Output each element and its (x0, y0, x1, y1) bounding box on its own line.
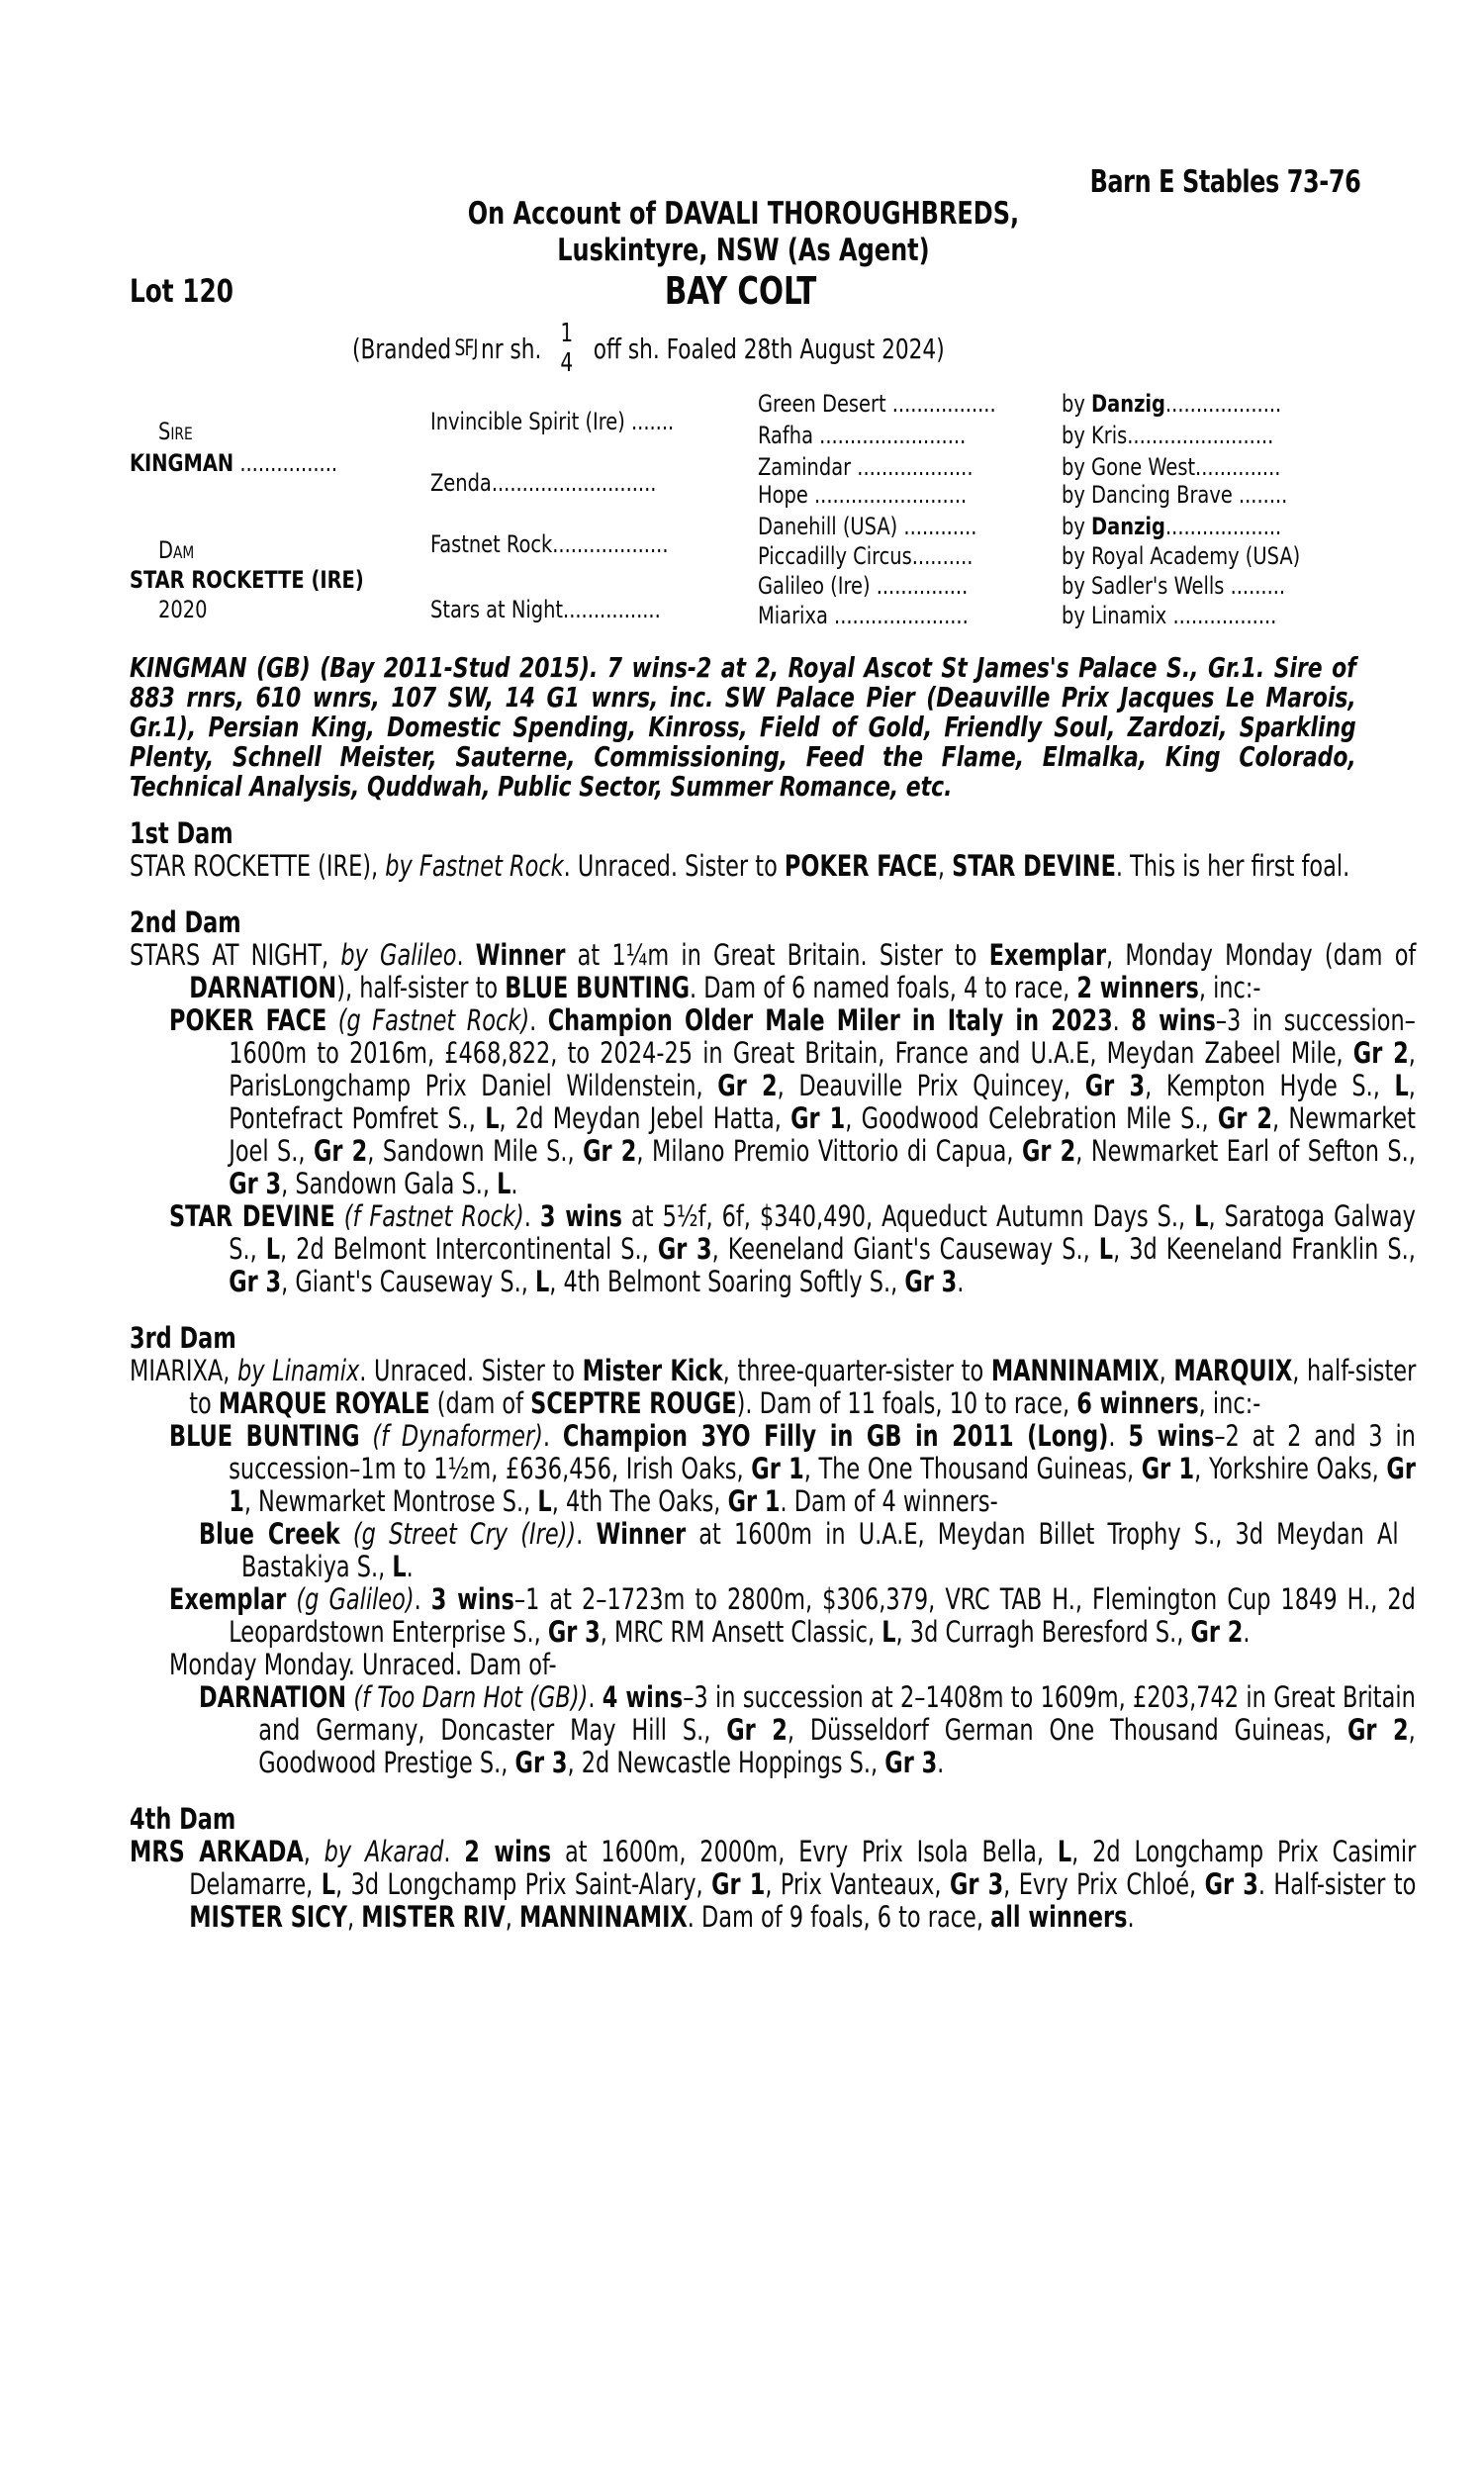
italic-run: (f Too Darn Hot (GB)) (353, 1680, 589, 1714)
bold-run: Gr 3 (904, 1265, 958, 1298)
bold-run: Gr 2 (1190, 1615, 1244, 1649)
bold-run: POKER FACE (784, 849, 938, 883)
by-text: by Kris (1062, 422, 1128, 449)
text-run: , (937, 849, 953, 883)
text-run: . (1243, 1615, 1251, 1649)
by-text: by Linamix (1062, 602, 1167, 629)
pedigree-ancestor-sire (1062, 602, 1276, 629)
text-run: . (406, 1550, 414, 1583)
text-run: . Unraced. Sister to (359, 1354, 583, 1387)
catalogue-body (130, 651, 1417, 1934)
text-run: , Deauville Prix Quincey, (777, 1069, 1085, 1102)
bold-run: Gr 3 (657, 1232, 712, 1266)
bold-run: Gr 1 (711, 1867, 766, 1901)
text-run (326, 1003, 337, 1037)
text-run: . Half-sister to (1257, 1867, 1417, 1901)
text-run: STAR ROCKETTE (IRE), (130, 849, 386, 883)
section-gap (130, 1298, 1356, 1312)
bold-run: 3 wins (430, 1582, 514, 1616)
bold-run: Gr 3 (514, 1746, 568, 1779)
pedigree-paragraph (169, 1004, 1416, 1200)
bold-run: Gr 1 (229, 1452, 1416, 1518)
text-run: , 2d Longchamp Prix Casimir Delamarre, (189, 1835, 1417, 1901)
bold-run: MARQUIX (1173, 1354, 1293, 1387)
section-gap (130, 883, 1356, 897)
text-run: , 2d Meydan Jebel Hatta, (499, 1101, 791, 1135)
pedigree-ancestor: Miarixa ...................... (758, 602, 969, 629)
text-run: , Giant's Causeway S., (281, 1265, 535, 1298)
text-run (346, 1680, 353, 1714)
bold-run: 2 wins (464, 1835, 552, 1868)
pedigree-ancestor-sire (1062, 572, 1285, 600)
dam-year: 2020 (158, 596, 208, 623)
sire-sire: Invincible Spirit (Ire) ....... (430, 408, 675, 435)
text-run: . (523, 1199, 540, 1233)
text-run: –2 at 2 and 3 in succession–1m to 1½m, £636,456, Irish Oaks, (229, 1419, 1416, 1485)
pedigree-ancestor: Zamindar ................... (758, 453, 974, 481)
italic-run: by Linamix (237, 1354, 360, 1387)
bold-run: 6 winners (1076, 1386, 1199, 1420)
dam-label: Dam (158, 536, 195, 564)
bold-run: Gr 3 (1204, 1867, 1258, 1901)
branded-mid: nr sh. (481, 332, 542, 365)
bold-run: L (321, 1867, 336, 1901)
text-run: –3 in succession at 2–1408m to 1609m, £203,742 in Great Britain and Germany, Doncaster May Hill S., (258, 1680, 1416, 1747)
leader-dots: ................. (1166, 602, 1277, 629)
dam-sire: Fastnet Rock................... (430, 530, 669, 558)
bold-run: Gr 1 (1141, 1452, 1195, 1485)
pedigree-ancestor-sire (1062, 513, 1281, 540)
text-run: , three-quarter-sister to (722, 1354, 991, 1387)
text-run: ), half-sister to (336, 971, 506, 1004)
text-run: MIARIXA, (130, 1354, 238, 1387)
italic-run: by Galileo (340, 938, 457, 972)
bold-run: L (1098, 1232, 1114, 1266)
lot-number: Lot 120 (130, 272, 233, 310)
text-run: , Goodwood Celebration Mile S., (845, 1101, 1218, 1135)
text-run: , Newmarket Earl of Sefton S., (1075, 1134, 1416, 1168)
italic-run: by Fastnet Rock (385, 849, 564, 883)
bold-run: L (1194, 1199, 1209, 1233)
text-run: , 3d Curragh Beresford S., (895, 1615, 1191, 1649)
dam-section-heading: 4th Dam (130, 1802, 236, 1836)
italic-run: (g Street Cry (Ire)) (352, 1517, 577, 1551)
text-run: , Pontefract Pomfret S., (229, 1069, 1416, 1135)
bold-run: L (265, 1232, 281, 1266)
text-run: , 3d Keeneland Franklin S., (1113, 1232, 1416, 1266)
leader-dots: ........ (1232, 481, 1288, 509)
pedigree-ancestor: Danehill (USA) ............ (758, 513, 977, 540)
text-run: , half-sister to (189, 1354, 1417, 1420)
bold-run: Gr 2 (1352, 1036, 1409, 1070)
bold-run: Gr 3 (229, 1265, 282, 1298)
pedigree-ancestor: Hope ......................... (758, 481, 968, 509)
by-text: by (1062, 390, 1092, 418)
pedigree-ancestor-sire (1062, 422, 1273, 449)
bold-run: Gr 1 (751, 1452, 804, 1485)
bold-run: Gr 2 (726, 1713, 788, 1747)
text-run: at 1¼m in Great Britain. Sister to (565, 938, 989, 972)
text-run: . (937, 1746, 945, 1779)
bold-run: 4 wins (602, 1680, 684, 1714)
sire-dam: Zenda........................... (430, 469, 657, 497)
by-text: by Sadler's Wells (1062, 572, 1225, 600)
dam-section-heading: 2nd Dam (130, 905, 241, 939)
dam-section-heading: 3rd Dam (130, 1321, 236, 1355)
by-text: by Dancing Brave (1062, 481, 1233, 509)
foaled-text: off sh. Foaled 28th August 2024) (593, 332, 945, 365)
text-run: , Monday Monday (dam of (1106, 938, 1417, 972)
text-run: . Dam of 4 winners- (780, 1484, 998, 1518)
bold-run: Gr 2 (717, 1069, 778, 1102)
pedigree-paragraph (169, 1200, 1416, 1298)
text-run: . (414, 1582, 431, 1616)
text-run: , Sandown Gala S., (281, 1167, 498, 1200)
bold-run: Gr 3 (884, 1746, 938, 1779)
pedigree-ancestor-sire (1062, 453, 1280, 481)
bold-run: Exemplar (169, 1582, 287, 1616)
bold-run: 5 wins (1128, 1419, 1215, 1453)
text-run: –3 in succession–1600m to 2016m, £468,822, to 2024-25 in Great Britain, France and U.A.E, Meydan Zabeel Mile, (229, 1003, 1416, 1070)
text-run: . (1112, 1003, 1132, 1037)
text-run: , Saratoga Galway S., (229, 1199, 1416, 1266)
text-run: . Dam of 9 foals, 6 to race, (687, 1900, 991, 1934)
pedigree-ancestor-sire (1062, 390, 1281, 418)
text-run: , 2d Newcastle Hoppings S., (567, 1746, 885, 1779)
bold-run: MANNINAMIX (519, 1900, 688, 1934)
sire-of-ancestor: Danzig (1091, 390, 1165, 418)
by-text: by Gone West (1062, 453, 1196, 481)
bold-run: L (497, 1167, 511, 1200)
text-run: , Goodwood Prestige S., (258, 1713, 1416, 1779)
bold-run: L (1394, 1069, 1409, 1102)
text-run: –1 at 2–1723m to 2800m, $306,379, VRC TAB H., Flemington Cup 1849 H., 2d Leopardstown Enterprise S., (229, 1582, 1416, 1649)
bold-run: Gr 2 (1022, 1134, 1076, 1168)
text-run: , MRC RM Ansett Classic, (600, 1615, 882, 1649)
text-run: . This is her first foal. (1115, 849, 1350, 883)
bold-run: Exemplar (988, 938, 1107, 972)
bold-run: 2 winners (1076, 971, 1199, 1004)
text-run: , Kempton Hyde S., (1145, 1069, 1395, 1102)
dam-name: STAR ROCKETTE (IRE) (130, 566, 364, 594)
brand-fraction (560, 319, 573, 378)
bold-run: Gr 2 (583, 1134, 637, 1168)
pedigree-paragraph (130, 939, 1416, 1004)
text-run: , 4th Belmont Soaring Softly S., (549, 1265, 905, 1298)
bold-run: L (485, 1101, 500, 1135)
text-run: . Unraced. Sister to (563, 849, 785, 883)
pedigree-ancestor-sire (1062, 481, 1287, 509)
bold-run: Gr 1 (727, 1484, 781, 1518)
brand-foaled-line (352, 319, 945, 378)
pedigree-paragraph (169, 1420, 1416, 1518)
text-run (286, 1582, 296, 1616)
sire-name: KINGMAN (130, 449, 234, 477)
leader-dots: ................... (1164, 513, 1282, 540)
bold-run: Gr 3 (547, 1615, 601, 1649)
vendor-line-1: On Account of DAVALI THOROUGHBREDS, (467, 196, 1020, 232)
pedigree-ancestor-sire (1062, 542, 1300, 570)
pedigree-paragraph (130, 850, 1416, 883)
bold-run: Gr 3 (949, 1867, 1004, 1901)
text-run: , Newmarket Joel S., (229, 1101, 1416, 1168)
italic-run: (f Dynaformer) (372, 1419, 543, 1453)
bold-run: L (534, 1265, 550, 1298)
bold-run: Gr 2 (1217, 1101, 1273, 1135)
text-run (340, 1517, 353, 1551)
bold-run: SCEPTRE ROUGE (530, 1386, 737, 1420)
bold-run: BLUE BUNTING (505, 971, 691, 1004)
text-run (360, 1419, 373, 1453)
leader-dots: ......... (1224, 572, 1286, 600)
sire-of-ancestor: Danzig (1091, 513, 1165, 540)
bold-run: Mister Kick (582, 1354, 723, 1387)
brand-mark: SFJ (454, 335, 478, 361)
pedigree-ancestor: Piccadilly Circus.......... (758, 542, 974, 570)
by-text: by (1062, 513, 1092, 540)
bold-run: MANNINAMIX (990, 1354, 1159, 1387)
section-gap (130, 1779, 1356, 1793)
italic-run: (g Galileo) (296, 1582, 415, 1616)
bold-run: MARQUE ROYALE (218, 1386, 430, 1420)
text-run: , Evry Prix Chloé, (1003, 1867, 1205, 1901)
vendor-line-2: Luskintyre, NSW (As Agent) (557, 233, 930, 268)
bold-run: L (392, 1550, 407, 1583)
text-run: at 1600m in U.A.E, Meydan Billet Trophy S., 3d Meydan Al Bastakiya S., (241, 1517, 1399, 1583)
pedigree-paragraph (199, 1518, 1399, 1583)
text-run: , Sandown Mile S., (367, 1134, 584, 1168)
by-text: by Royal Academy (USA) (1062, 542, 1301, 570)
italic-run: by Akarad (324, 1835, 444, 1868)
text-run: , (303, 1835, 325, 1868)
bold-run: DARNATION (189, 971, 337, 1004)
branded-prefix: (Branded (352, 332, 452, 365)
sire-summary: KINGMAN (GB) (Bay 2011-Stud 2015). 7 wins-2 at 2, Royal Ascot St James's Palace S., Gr.1. Sire of 883 rnrs, 610 wnrs, 107 SW, 14 G1 wnrs, inc. SW Palace Pier (Deauville Prix Jacques Le Marois, Gr.1), Persian King, Domestic Spending, Kinross, Field of Gold, Friendly Soul, Zardozi, Sparkling Plenty, Schnell Meister, Sauterne, Commissioning, Feed the Flame, Elmalka, King Colorado, Technical Analysis, Quddwah, Public Sector, Summer Romance, etc. (130, 651, 1356, 803)
leader-dots: ................... (1164, 390, 1282, 418)
text-run: . Dam of 6 named foals, 4 to race, (690, 971, 1077, 1004)
horse-title: BAY COLT (664, 269, 817, 313)
leader-dots: .............. (1195, 453, 1281, 481)
vendor-account (105, 196, 1381, 269)
fraction-denominator: 4 (560, 348, 574, 378)
text-run: . (576, 1517, 597, 1551)
text-run: , Milano Premio Vittorio di Capua, (636, 1134, 1023, 1168)
text-run: . (588, 1680, 603, 1714)
bold-run: L (537, 1484, 552, 1518)
text-run: STARS AT NIGHT, (130, 938, 341, 972)
text-run: at 5½f, 6f, $340,490, Aqueduct Autumn Days S., (621, 1199, 1195, 1233)
pedigree-ancestor: Green Desert ................. (758, 390, 996, 418)
text-run: , ParisLongchamp Prix Daniel Wildenstein, (229, 1036, 1416, 1102)
bold-run: 3 wins (539, 1199, 622, 1233)
text-run: , (346, 1900, 362, 1934)
sire-dots: ................ (239, 449, 338, 477)
text-run: , inc:- (1198, 971, 1261, 1004)
text-run: at 1600m, 2000m, Evry Prix Isola Bella, (551, 1835, 1058, 1868)
bold-run: BLUE BUNTING (169, 1419, 360, 1453)
barn-location: Barn E Stables 73-76 (1089, 164, 1360, 200)
text-run: (dam of (429, 1386, 531, 1420)
text-run: . (957, 1265, 965, 1298)
bold-run: Blue Creek (199, 1517, 340, 1551)
sire-label: Sire (158, 418, 193, 445)
bold-run: STAR DEVINE (169, 1199, 335, 1233)
bold-run: Winner (475, 938, 566, 972)
text-run: . (510, 1167, 518, 1200)
bold-run: L (881, 1615, 896, 1649)
bold-run: Winner (596, 1517, 687, 1551)
bold-run: Champion Older Male Miler in Italy in 2023 (547, 1003, 1113, 1037)
text-run: , 2d Belmont Intercontinental S., (280, 1232, 658, 1266)
pedigree-paragraph (130, 1355, 1416, 1420)
bold-run: Gr 2 (314, 1134, 368, 1168)
bold-run: MISTER SICY (189, 1900, 347, 1934)
text-run: . (1108, 1419, 1129, 1453)
pedigree-ancestor: Galileo (Ire) ............... (758, 572, 969, 600)
dam-section-heading: 1st Dam (130, 816, 233, 850)
text-run: . (1127, 1900, 1135, 1934)
pedigree-paragraph (169, 1583, 1416, 1649)
text-run: . (456, 938, 476, 972)
text-run: , Newmarket Montrose S., (243, 1484, 538, 1518)
text-run: , 3d Longchamp Prix Saint-Alary, (335, 1867, 712, 1901)
text-run: , Düsseldorf German One Thousand Guineas, (787, 1713, 1348, 1747)
text-run: , 4th The Oaks, (551, 1484, 728, 1518)
text-run: . (443, 1835, 465, 1868)
bold-run: MISTER RIV (361, 1900, 506, 1934)
text-run: , (1159, 1354, 1174, 1387)
bold-run: 8 wins (1131, 1003, 1216, 1037)
italic-run: (f Fastnet Rock) (343, 1199, 524, 1233)
pedigree-table (0, 390, 1484, 647)
text-run: , The One Thousand Guineas, (803, 1452, 1142, 1485)
bold-run: Gr 1 (790, 1101, 846, 1135)
text-run: , Keeneland Giant's Causeway S., (711, 1232, 1099, 1266)
leader-dots: ........................ (1127, 422, 1274, 449)
fraction-numerator: 1 (560, 319, 574, 348)
pedigree-paragraph (169, 1649, 1396, 1681)
pedigree-paragraph (199, 1681, 1416, 1779)
text-run: , Yorkshire Oaks, (1194, 1452, 1387, 1485)
bold-run: POKER FACE (169, 1003, 327, 1037)
bold-run: DARNATION (199, 1680, 346, 1714)
text-run: . (529, 1003, 548, 1037)
pedigree-ancestor: Rafha ........................ (758, 422, 967, 449)
bold-run: STAR DEVINE (952, 849, 1116, 883)
bold-run: all winners (990, 1900, 1128, 1934)
text-run: . (542, 1419, 563, 1453)
text-run: , inc:- (1198, 1386, 1261, 1420)
text-run: Monday Monday. Unraced. Dam of- (169, 1648, 557, 1681)
text-run: ). Dam of 11 foals, 10 to race, (736, 1386, 1077, 1420)
bold-run: Champion 3YO Filly in GB in 2011 (Long) (562, 1419, 1109, 1453)
sire-name-cell (130, 449, 337, 477)
pedigree-paragraph (130, 1836, 1416, 1934)
text-run: , (505, 1900, 520, 1934)
text-run: , Prix Vanteaux, (765, 1867, 950, 1901)
dam-dam: Stars at Night................ (430, 596, 661, 623)
bold-run: Gr 3 (1084, 1069, 1146, 1102)
italic-run: (g Fastnet Rock) (337, 1003, 530, 1037)
bold-run: MRS ARKADA (130, 1835, 304, 1868)
bold-run: Gr 2 (1347, 1713, 1409, 1747)
bold-run: Gr 3 (229, 1167, 282, 1200)
bold-run: L (1057, 1835, 1072, 1868)
